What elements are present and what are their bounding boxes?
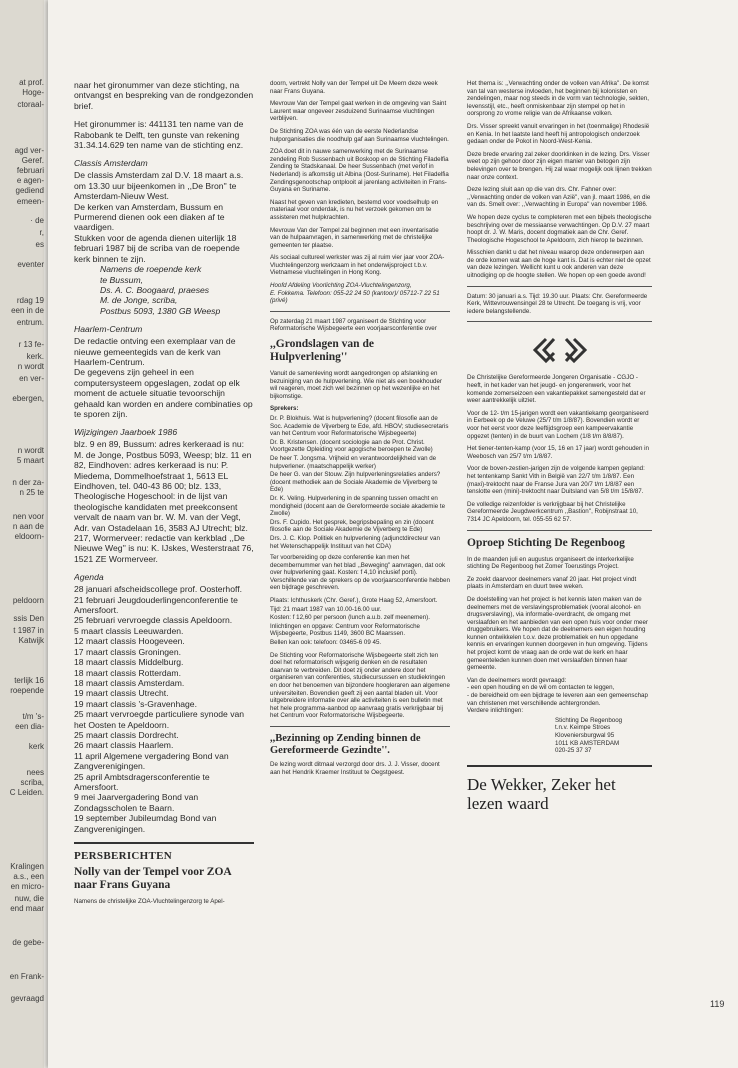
previous-page-fragment: een in de — [11, 306, 44, 315]
address-line: t.n.v. Keimpe Stroes — [555, 724, 611, 732]
agenda-item: 19 september Jubileumdag Bond van Zangverenigingen. — [74, 813, 217, 834]
zoa-paragraph: Mevrouw Van der Tempel gaat werken in de omgeving van Saint Laurent waar ongeveer zesduizend Surinaamse vluchtingen verblijven. — [270, 100, 447, 123]
previous-page-fragment: en ver- — [19, 374, 44, 383]
agenda-item: 26 maart classis Haarlem. — [74, 740, 174, 751]
previous-page-fragment: ctoraal- — [17, 100, 44, 109]
previous-page-fragment: een dia- — [15, 722, 44, 731]
conference-place: Plaats: Ichthuskerk (Chr. Geref.), Grote Haag 52, Amersfoort. — [270, 597, 438, 605]
speaker-item: Dr. K. Veling. Hulpverlening in de spanning tussen omacht en mondigheid (docent aan de Gereformeerde sociale akademie te Zwolle) — [270, 494, 446, 518]
conference-registration: Ter voorbereiding op deze conferentie kan men het decembernummer van het blad ,,Beweging'' aanvragen, dat ook over hulpverlening gaat. Kosten: f 4,10 inclusief porti). Verschillende van de sprekers op de voorjaarsconferentie hebben een bijdrage geschreven. — [270, 554, 450, 592]
datum-paragraph: Datum: 30 januari a.s. Tijd: 19.30 uur. Plaats: Chr. Gereformeerde Kerk, Wittevrouwensingel 28 te Utrecht. De toegang is vrij, voor iedere belangstellende. — [467, 292, 648, 315]
oproep-paragraph: In de maanden juli en augustus organiseert de interkerkelijke stichting De Regenboog het Zomer Toerustings Project. — [467, 555, 634, 571]
address-line: 020-25 37 37 — [555, 747, 592, 755]
signature-line: te Bussum, — [100, 274, 143, 285]
conference-time: Tijd: 21 maart 1987 van 10.00-16.00 uur. — [270, 605, 382, 613]
previous-page-fragment: peldoorn — [12, 596, 44, 605]
agenda-item: 25 april Ambtsdragersconferentie te Amersfoort. — [74, 771, 210, 792]
giro-number: Het gironummer is: 441131 ten name van de Rabobank te Delft, ten gunste van rekening 31.34.14.629 ten name van de stichting enz. — [74, 119, 244, 151]
page-number: 119 — [710, 999, 725, 1009]
zoa-signature-phone: E. Fokkema. Telefoon: 055-22 24 50 (kantoor)/ 05712-7 22 51 (privé) — [270, 289, 440, 305]
speaker-item: Dr. P. Blokhuis. Wat is hulpverlening? (docent filosofie aan de Soc. Academie de Vijverberg te Ede, afd. HBOV; studiesecretaris van het Centrum voor Reformatorische Wijsbegeerte) — [270, 415, 449, 438]
zoa-paragraph: Als sociaal cultureel werkster was zij al ruim vier jaar voor ZOA-Vluchtelingenzorg werkzaam in het onderwijsproject t.b.v. Vietnamese vluchtelingen in Hong Kong. — [270, 254, 445, 277]
thema-paragraph: Het thema is: ,,Verwachting onder de volken van Afrika''. De komst van tal van westerse invloeden, het beginnen bij kolonisten en zendelingen, maar nog steeds in de vorm van technologie, sekten, levensstijl, etc., heeft onmiskenbaar zijn stempel op het in oorsprong zo vrome religie van de Afrikaanse volken. — [467, 80, 649, 118]
lecture-paragraph: Deze brede ervaring zal zeker doorklinken in de lezing. Drs. Visser weet op zijn gehoor door zijn eigen manier van betogen zijn belevingen over te brengen. Hij zal waar mogelijk ook lijnen trekken naar onze context. — [467, 150, 652, 181]
column-1 — [74, 80, 254, 980]
zoa-paragraph: Mevrouw Van der Tempel zal beginnen met een inventarisatie van de hulpaanvragen, in samenwerking met de christelijke gemeenten ter plaatse. — [270, 226, 439, 249]
address-line: Kloveniersburgwal 95 — [555, 732, 615, 739]
speakers-label: Sprekers: — [270, 405, 299, 413]
previous-page-fragment: es — [35, 240, 44, 249]
cgjo-paragraph: Voor de boven-zestien-jarigen zijn de volgende kampen gepland: het tentenkamp Sankt Vith in België van 22/7 t/m 1/8/87. Een (maxi)-trektocht naar de Franse Jura van 20/7 t/m 1/8/87 een tenslotte een (mini)-trektocht naar Duitsland van 5/8 t/m 15/8/87. — [467, 465, 645, 496]
conference-phone: Bellen kan ook: telefoon: 03465-6 09 45. — [270, 639, 382, 647]
stichting-paragraph: De Stichting voor Reformatorische Wijsbegeerte stelt zich ten doel het reformatorisch wijsgerig denken en de resultaten daarvan te verbreiden. Dit doet zij onder andere door het organiseren van conferenties, studiecursussen en studiekringen en door het benoemen van bijzondere hoogleraren aan algemene universiteiten. Bovendien geeft zij een aantal bladen uit. Voor uitgebreidere informatie over alle activiteiten is een bulletin met het hele programma-aanbod op aanvraag gratis verkrijgbaar bij het Centrum voor Reformatorische Wijsbegeerte. — [270, 651, 450, 720]
previous-page-fragment: nees — [26, 768, 44, 777]
conference-info: Inlichtingen en opgave: Centrum voor Reformatorische Wijsbegeerte, Postbus 1149, 3600 BC Maarssen. — [270, 622, 420, 638]
previous-page-fragment: r, — [39, 228, 44, 237]
divider — [270, 726, 450, 727]
classis-paragraph-2: De kerken van Amsterdam, Bussum en Purmerend dienen ook een diaken af te vaardigen. — [74, 201, 225, 233]
previous-page-fragment: en Frank- — [9, 972, 44, 981]
previous-page-fragment: rdag 19 — [16, 296, 44, 305]
previous-page-fragment: n wordt — [17, 362, 44, 371]
nolly-paragraph: Namens de christelijke ZOA-Vluchtelingenzorg te Apel- — [74, 898, 225, 905]
agenda-item: 28 januari afscheidscollege prof. Oosterhoff. — [74, 584, 242, 595]
agenda-item: 19 maart classis 's-Gravenhage. — [74, 698, 197, 709]
speakers-list — [270, 415, 450, 550]
previous-page-fragment: de gebe- — [12, 938, 44, 947]
previous-page-fragment: en micro- — [10, 882, 44, 891]
divider — [467, 530, 652, 531]
bezinning-headline: ,,Bezinning op Zending binnen de Gereformeerde Gezindte''. — [270, 732, 421, 756]
previous-page-fragment: n wordt — [17, 446, 44, 455]
previous-page-fragment: C Leiden. — [9, 788, 44, 797]
oproep-paragraph: Van de deelnemers wordt gevraagd: — [467, 676, 567, 684]
previous-page-fragment: n aan de — [12, 522, 44, 531]
signature-line: Namens de roepende kerk — [100, 264, 202, 275]
zoa-paragraph: ZOA doet dit in nauwe samenwerking met de Surinaamse zendeling Rob Sussenbach uit Boskoop en de Stichting Filadelfia Zending te Stadskanaal. De heer Sussenbach (met verlof in Nederland) is afkomstig uit Albina (Oost-Suriname). Het Filadelfia Zendingsgenootschap ontplooit al jarenlang activiteiten in Frans-Guyana en Suriname. — [270, 148, 449, 194]
jaarboek-paragraph: blz. 9 en 89, Bussum: adres kerkeraad is nu: M. de Jonge, Postbus 5093, Weesp; blz. 11 en 82, Eindhoven: adres kerkeraad is nu: P. Miedema, Dommelhoefstraat 1, 5613 EL Eindhoven, tel. 040-43 86 00; blz. 133, Theologische Hogeschool: in de lijst van theologische kandidaten met preekconsent vervalt de naam van br. W. M. van der Vegt, Adr. van Ostadelaan 16, 3583 AJ Utrecht; blz. 217, Wormerveer: redactie van kerkblad ,,De Nieuwe Weg'' is nu: K. IJskes, Westerstraat 76, 1521 ZE Wormerveer. — [74, 439, 254, 564]
de-wekker-slogan: De Wekker, Zeker het lezen waard — [467, 765, 652, 813]
classis-paragraph-3: Stukken voor de agenda dienen uiterlijk 18 februari 1987 bij de scriba van de roepende kerk binnen te zijn. — [74, 232, 240, 264]
previous-page-fragment: Kralingen — [10, 862, 44, 871]
previous-page-fragment: kerk — [28, 742, 44, 751]
cgjo-paragraph: Voor de 12- t/m 15-jarigen wordt een vakantiekamp georganiseerd in Eerbeek op de Veluwe (25/7 t/m 1/8/87). Bovendien wordt er voor het eerst voor deze leeftijdsgroep een kampeervakantie opgezet (tenten) in de buurt van Lochem (1/8 t/m 8/8/87). — [467, 409, 649, 440]
previous-page-fragment: t/m 's- — [22, 712, 44, 721]
haarlem-heading: Haarlem-Centrum — [74, 324, 143, 335]
agenda-item: 21 februari Jeugdouderlingenconferentie te Amersfoort. — [74, 594, 238, 616]
previous-page-fragment: gevraagd — [10, 994, 44, 1003]
previous-page-fragment: e agen- — [16, 176, 44, 185]
agenda-heading: Agenda — [74, 572, 104, 583]
speaker-item: De heer T. Jongsma. Vrijheid en verantwoordelijkheid van de hulpverlener. (maatschappelijk werker) — [270, 454, 437, 470]
persberichten-heading: PERSBERICHTEN — [74, 850, 173, 862]
cgjo-paragraph: Het tiener-tenten-kamp (voor 15, 16 en 17 jaar) wordt gehouden in Weebosch van 25/7 t/m 1/8/87. — [467, 445, 649, 460]
previous-page-fragment: februari — [16, 166, 44, 175]
conference-cost: Kosten: f 12,60 per persoon (lunch a.u.b. zelf meenemen). — [270, 614, 430, 622]
conference-title: ,,Grondslagen van de Hulpverlening'' — [270, 338, 374, 364]
agenda-item: 5 maart classis Leeuwarden. — [74, 625, 184, 636]
previous-page-fragment: n der za- — [12, 478, 44, 487]
address-line: 1011 KB AMSTERDAM — [555, 739, 620, 747]
previous-page-fragment: eldoorn- — [14, 532, 44, 541]
previous-page-fragment: kerk. — [26, 352, 44, 361]
signature-line: Ds. A. C. Boogaard, praeses — [100, 284, 210, 295]
previous-page-edge — [0, 0, 44, 1068]
previous-page-fragment: t 1987 in — [13, 626, 44, 635]
address-line: Stichting De Regenboog — [555, 716, 623, 724]
agenda-item: 25 februari vervroegde classis Apeldoorn. — [74, 615, 233, 626]
cgjo-logo-icon — [532, 336, 588, 364]
signature-line: M. de Jonge, scriba, — [100, 295, 178, 306]
agenda-item: 25 maart vervroegde particuliere synode van het Oosten te Apeldoorn. — [74, 709, 245, 730]
previous-page-fragment: 5 maart — [16, 456, 44, 465]
speaker-item: Drs. J. C. Klop. Politiek en hulpverlening (adjunctdirecteur van het Wetenschappelijk Instituut van het CDA) — [270, 534, 440, 550]
cgjo-paragraph: De volledige reizenfolder is verkrijgbaar bij het Christelijke Gereformeerde Jeugdwerkcentrum ,,Bastion'', Robijnstraat 10, 7314 JC Apeldoorn, tel. 055-55 62 57. — [467, 500, 638, 523]
lecture-paragraph: We hopen deze cyclus te completeren met een bijbels theologische beschrijving over de messiaanse verwachtingen. Op D.V. 27 maart hoopt dr. J. W. Maris, docent dogmatiek aan de Chr. Geref. Theologische Hogeschool te Apeldoorn, zich hierop te bezinnen. — [467, 213, 652, 244]
zoa-paragraph: doorn, vertrekt Nolly van der Tempel uit De Meern deze week naar Frans Guyana. — [270, 80, 438, 95]
previous-page-fragment: n 25 te — [19, 488, 44, 497]
previous-page-fragment: Katwijk — [18, 636, 44, 645]
visser-paragraph: Drs. Visser spreekt vanuit ervaringen in het (toenmalige) Rhodesië en Kenia. In het laatste land heeft hij antropologisch onderzoek gedaan onder de Pokot in Noord-West-Kenia. — [467, 122, 650, 146]
agenda-list — [74, 584, 254, 834]
previous-page-fragment: agd ver- — [14, 146, 44, 155]
previous-page-fragment: terlijk 16 — [14, 676, 44, 685]
giro-intro: naar het gironummer van deze stichting, na ontvangst en bespreking van de rondgezonden brief. — [74, 80, 254, 111]
agenda-item: 18 maart classis Rotterdam. — [74, 667, 181, 678]
divider — [467, 321, 652, 322]
previous-page-fragment: ssis Den — [13, 614, 44, 623]
previous-page-fragment: ebergen, — [12, 394, 44, 403]
conference-intro: Op zaterdag 21 maart 1987 organiseert de Stichting voor Reformatorische Wijsbegeerte een voorjaarsconferentie over — [270, 317, 437, 333]
jaarboek-heading: Wijzigingen Jaarboek 1986 — [74, 427, 178, 438]
speaker-item: Dr. B. Kristensen. (docent sociologie aan de Prot. Christ. Voortgezette Opleiding voor agogische beroepen te Zwolle) — [270, 438, 433, 454]
conference-paragraph: Vanuit de samenleving wordt aangedrongen op afslanking en bezuiniging van de hulpverlening. Wie niet als een boekhouder wil reageren, moet zich wel bezinnen op het wezenlijke en het bijkomstige. — [270, 370, 442, 400]
divider — [74, 842, 254, 844]
previous-page-fragment: entrum. — [16, 318, 44, 327]
agenda-item: 11 april Algemene vergadering Bond van Zangverenigingen. — [74, 750, 229, 772]
previous-page-fragment: roepende — [10, 686, 44, 695]
column-2 — [270, 80, 450, 1040]
haarlem-paragraph-2: De gegevens zijn geheel in een computersysteem opgeslagen, zodat op elk moment de actuele situatie tevoorschijn gehaald kan worden en andere combinaties op te sporen zijn. — [74, 367, 253, 419]
previous-page-fragment: end maar — [10, 904, 44, 913]
classis-paragraph: De classis Amsterdam zal D.V. 18 maart a.s. om 13.30 uur bijeenkomen in ,,De Bron'' te Amsterdam-Nieuw West. — [74, 170, 244, 202]
classis-heading: Classis Amsterdam — [74, 158, 148, 169]
cgjo-paragraph: De Christelijke Gereformeerde Jongeren Organisatie - CGJO - heeft, in het kader van het jeugd- en jongerenwerk, voor het komende zomerseizoen een vakantiepakket samengesteld dat er weer aantrekkelijk uitziet. — [467, 374, 646, 405]
bezinning-paragraph: De lezing wordt ditmaal verzorgd door drs. J. J. Visser, docent aan het Hendrik Kraemer Instituut te Oegstgeest. — [270, 760, 440, 776]
nolly-headline: Nolly van der Tempel voor ZOA naar Frans Guyana — [74, 866, 232, 891]
speaker-item: De heer G. van der Stouw. Zijn hulpverleningsrelaties anders? (docent methodiek aan de Sociale Akademie de Vijverberg te Ede) — [270, 471, 441, 494]
column-3 — [467, 80, 652, 1020]
previous-page-fragment: at prof. — [19, 78, 44, 87]
agenda-item: 18 maart classis Middelburg. — [74, 657, 184, 668]
previous-page-fragment: r 13 fe- — [18, 340, 44, 349]
previous-page-fragment: emeen- — [16, 197, 44, 206]
previous-page-fragment: nuw, die — [14, 894, 44, 903]
oproep-paragraph: De doelstelling van het project is het kennis laten maken van de deelnemers met de verslavingsproblematiek (vooral alcohol- en drugsverslaving), via informatie-overdracht, de omgang met verslaafden en het aanbieden van een open huis voor onder meer druggebruikers. We hopen dat de deelnemers een eigen houding kunnen ontwikkelen t.o.v. deze problematiek en hun opgedane kennis en ervaringen kunnen doorgeven in hun omgeving. Tijdens het project komt de vraag aan de orde wat de kerk en haar gemeenteleden kunnen doen met verslaafden binnen haar gemeente. — [467, 595, 648, 672]
haarlem-paragraph: De redactie ontving een exemplaar van de nieuwe gemeentegids van de kerk van Haarlem-Centrum. — [74, 336, 236, 367]
agenda-item: 18 maart classis Amsterdam. — [74, 677, 185, 688]
previous-page-fragment: scriba, — [20, 778, 44, 787]
signature-line: Postbus 5093, 1380 GB Weesp — [100, 305, 221, 316]
previous-page-fragment: a.s., een — [13, 872, 44, 881]
oproep-paragraph: - de bereidheid om een bijdrage te leveren aan een gemeenschap van christenen met verschillende achtergronden. — [467, 692, 648, 707]
address-block — [555, 717, 652, 755]
zoa-signature: Hoofd Afdeling Voorlichting ZOA-Vluchtelingenzorg, — [270, 282, 412, 290]
previous-page-fragment: gediend — [15, 186, 44, 195]
agenda-item: 12 maart classis Hoogeveen. — [74, 636, 185, 647]
previous-page-fragment: Geref. — [21, 156, 44, 165]
zoa-paragraph: Naast het geven van kredieten, bestemd voor voedselhulp en materiaal voor onderdak, is nu het verzoek gekomen om te assisteren met hulpkrachten. — [270, 198, 439, 221]
oproep-paragraph: Verdere inlichtingen: — [467, 707, 524, 715]
lecture-paragraph: Deze lezing sluit aan op die van drs. Chr. Fahner over: ,,Verwachting onder de volken van Azië'', van jl. maart 1986, en die van ds. Smelt over: ,,Verwachting in Europa'' van november 1986. — [467, 186, 651, 209]
oproep-paragraph: - een open houding en de wil om contacten te leggen, — [467, 684, 615, 692]
agenda-item: 9 mei Jaarvergadering Bond van Zondagsscholen te Baarn. — [74, 792, 199, 813]
previous-page-fragment: Hoge- — [22, 88, 44, 97]
zoa-paragraph: De Stichting ZOA was één van de eerste Nederlandse hulporganisaties die noodhulp gaf aan Surinaamse vluchtelingen. — [270, 127, 449, 143]
divider — [467, 286, 652, 287]
agenda-item: 19 maart classis Utrecht. — [74, 688, 169, 699]
previous-page-fragment: eventer — [17, 260, 44, 269]
speaker-item: Drs. F. Cupido. Het gesprek, begripsbepaling en zin (docent filosofie aan de Sociale Akademie de Vijverberg te Ede) — [270, 518, 434, 534]
agenda-item: 17 maart classis Groningen. — [74, 646, 181, 657]
lecture-paragraph: Misschien dankt u dat het niveau waarop deze onderwerpen aan de orde komen wat aan de hoge kant is. Dat is echter niet de opzet van deze lezingen. Wellicht kunt u ook anderen van deze uitnodiging op de hoogte stellen. We hopen op een goede avond! — [467, 249, 651, 280]
agenda-item: 25 maart classis Dordrecht. — [74, 729, 179, 740]
oproep-paragraph: Ze zoekt daarvoor deelnemers vanaf 20 jaar. Het project vindt plaats in Amsterdam en duurt twee weken. — [467, 575, 637, 591]
oproep-headline: Oproep Stichting De Regenboog — [467, 536, 625, 549]
magazine-page — [48, 0, 738, 1068]
divider — [270, 311, 450, 312]
previous-page-fragment: · de — [30, 216, 44, 225]
previous-page-fragment: nen voor — [12, 512, 44, 521]
